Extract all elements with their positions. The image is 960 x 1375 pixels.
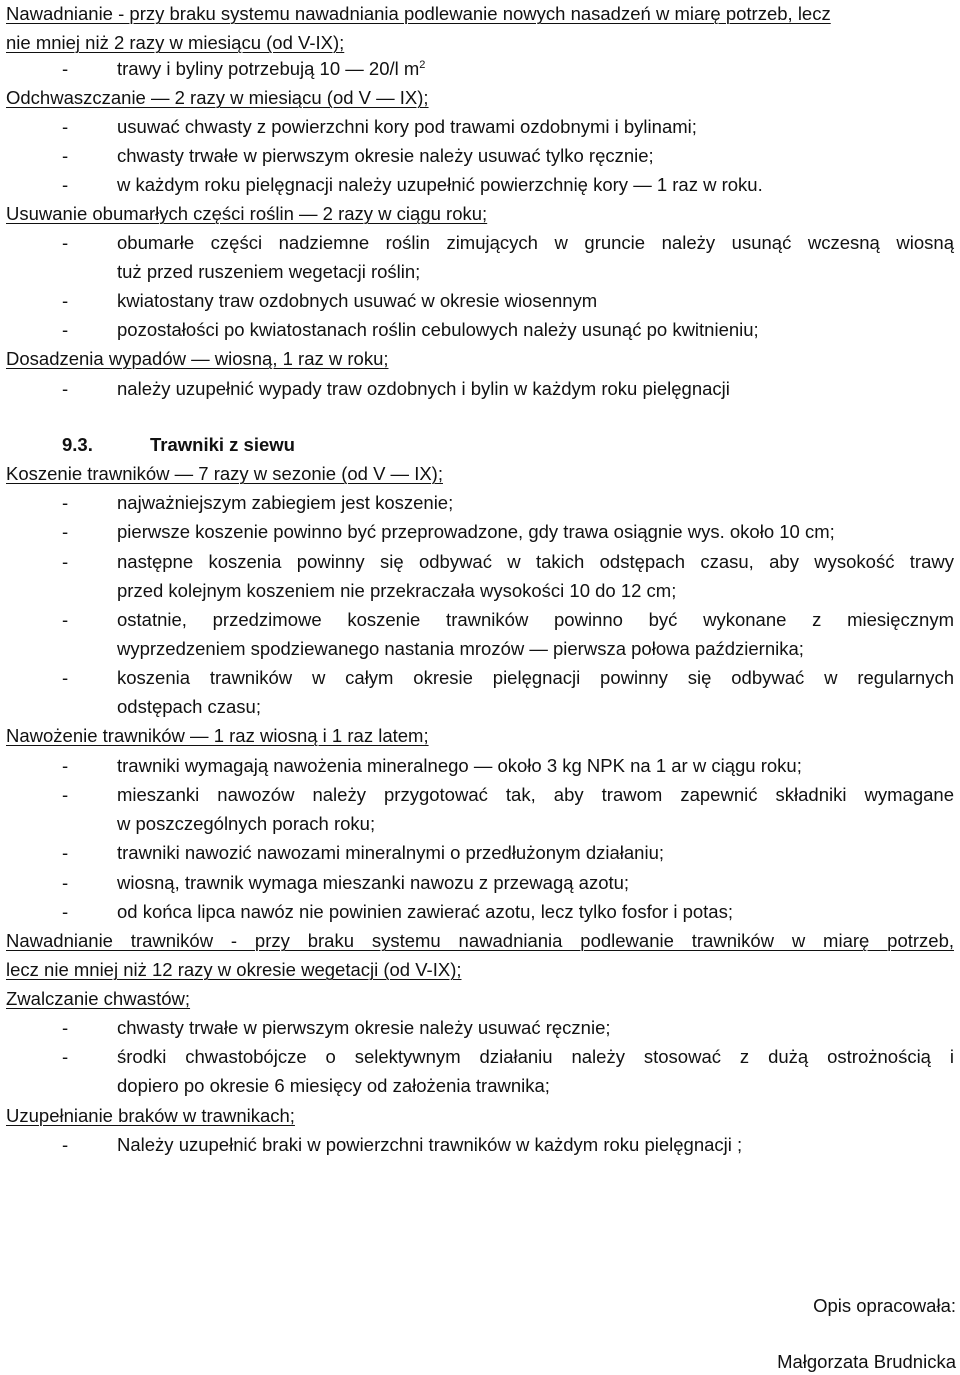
list-item: - od końca lipca nawóz nie powinien zawierać azotu, lecz tylko fosfor i potas; [62, 901, 733, 922]
list-item: - środki chwastobójcze o selektywnym działaniu należy stosować z dużą ostrożnością i [62, 1046, 954, 1067]
list-item: - usuwać chwasty z powierzchni kory pod trawami ozdobnymi i bylinami; [62, 116, 697, 137]
list-item: - trawniki wymagają nawożenia mineralnego — około 3 kg NPK na 1 ar w ciągu roku; [62, 755, 802, 776]
fert-heading: Nawożenie trawników — 1 raz wiosną i 1 raz latem; [6, 725, 429, 746]
weed-heading: Zwalczanie chwastów; [6, 988, 191, 1009]
list-item: - wiosną, trawnik wymaga mieszanki nawozu z przewagą azotu; [62, 872, 630, 893]
mowing-heading: Koszenie trawników — 7 razy w sezonie (od V — IX); [6, 463, 443, 484]
list-item: - pierwsze koszenie powinno być przeprowadzone, gdy trawa osiągnie wys. około 10 cm; [62, 521, 835, 542]
list-item: - trawy i byliny potrzebują 10 — 20/l $m^2$ [62, 58, 426, 79]
list-item: - najważniejszym zabiegiem jest koszenie; [62, 492, 454, 513]
water-heading: Nawadnianie trawników - przy braku systemu nawadniania podlewanie trawników w miarę potrzeb, [6, 930, 954, 951]
list-item: - pozostałości po kwiatostanach roślin cebulowych należy usunąć po kwitnieniu; [62, 319, 759, 340]
signature-name: Małgorzata Brudnicka [777, 1351, 956, 1372]
section-title: 9.3. Trawniki z siewu [62, 434, 295, 455]
list-item: - trawniki nawozić nawozami mineralnymi o przedłużonym działaniu; [62, 842, 665, 863]
list-item: - chwasty trwałe w pierwszym okresie należy usuwać tylko ręcznie; [62, 145, 654, 166]
list-item-cont: dopiero po okresie 6 miesięcy od założenia trawnika; [117, 1075, 550, 1096]
list-item: - chwasty trwałe w pierwszym okresie należy usuwać ręcznie; [62, 1017, 611, 1038]
list-item: - ostatnie, przedzimowe koszenie trawników powinno być wykonane z miesięcznym [62, 609, 954, 630]
list-item: - Należy uzupełnić braki w powierzchni trawników w każdym roku pielęgnacji ; [62, 1134, 743, 1155]
list-item: - kwiatostany traw ozdobnych usuwać w okresie wiosennym [62, 290, 598, 311]
signature-label: Opis opracowała: [813, 1295, 956, 1316]
list-item-cont: w poszczególnych porach roku; [117, 813, 376, 834]
list-item: - należy uzupełnić wypady traw ozdobnych i bylin w każdym roku pielęgnacji [62, 378, 730, 399]
list-item: - w każdym roku pielęgnacji należy uzupełnić powierzchnię kory — 1 raz w roku. [62, 174, 763, 195]
removal-heading: Usuwanie obumarłych części roślin — 2 razy w ciągu roku; [6, 203, 488, 224]
list-item: - obumarłe części nadziemne roślin zimujących w gruncie należy usunąć wczesną wiosną [62, 232, 954, 253]
irrigation-heading-cont: nie mniej niż 2 razy w miesiącu (od V-IX); [6, 32, 345, 53]
gaps-heading: Uzupełnianie braków w trawnikach; [6, 1105, 295, 1126]
replant-heading: Dosadzenia wypadów — wiosną, 1 raz w roku; [6, 348, 389, 369]
superscript: 2 [419, 59, 426, 71]
list-item: - koszenia trawników w całym okresie pielęgnacji powinny się odbywać w regularnych [62, 667, 954, 688]
list-item-cont: tuż przed ruszeniem wegetacji roślin; [117, 261, 421, 282]
irrigation-heading: Nawadnianie - przy braku systemu nawadniania podlewanie nowych nasadzeń w miarę potrzeb, lecz [6, 3, 831, 24]
list-item-cont: wyprzedzeniem spodziewanego nastania mrozów — pierwsza połowa października; [117, 638, 804, 659]
list-item: - mieszanki nawozów należy przygotować tak, aby trawom zapewnić składniki wymagane [62, 784, 954, 805]
list-item-cont: przed kolejnym koszeniem nie przekraczała wysokości 10 do 12 cm; [117, 580, 677, 601]
water-heading-cont: lecz nie mniej niż 12 razy w okresie wegetacji (od V-IX); [6, 959, 462, 980]
weeding-heading: Odchwaszczanie — 2 razy w miesiącu (od V — IX); [6, 87, 429, 108]
list-item-cont: odstępach czasu; [117, 696, 261, 717]
list-item: - następne koszenia powinny się odbywać w takich odstępach czasu, aby wysokość trawy [62, 551, 954, 572]
